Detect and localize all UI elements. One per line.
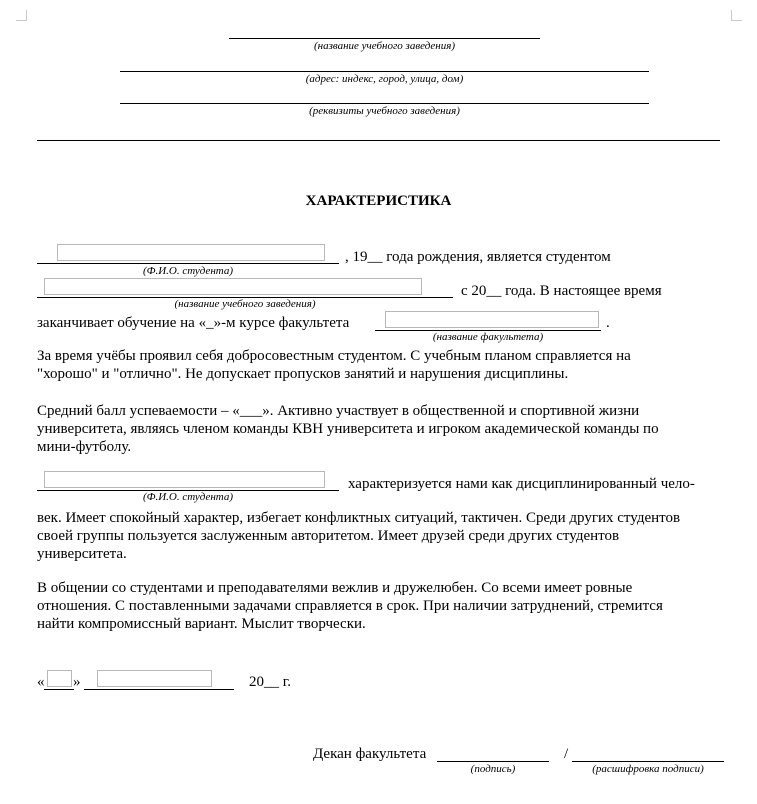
page-corner-mark-left — [16, 10, 27, 21]
paragraph-1-line: "хорошо" и "отлично". Не допускает пропусков занятий и нарушения дисциплины. — [37, 366, 569, 382]
header-caption-address: (адрес: индекс, город, улица, дом) — [305, 73, 464, 85]
paragraph-4-line: найти компромиссный вариант. Мыслит творчески. — [37, 616, 366, 632]
signature-underline — [437, 761, 549, 762]
institution-name-caption: (название учебного заведения) — [174, 298, 316, 310]
date-year: 20__ г. — [249, 674, 291, 690]
paragraph-1 — [37, 347, 717, 383]
signature-label: Декан факультета — [313, 746, 427, 762]
paragraph-3-line: университета. — [37, 546, 127, 562]
date-month-field[interactable] — [97, 670, 212, 687]
paragraph-1-line: За время учёбы проявил себя добросовестным студентом. С учебным планом справляется на — [37, 348, 631, 364]
paragraph-3 — [37, 509, 717, 563]
line3-period: . — [606, 315, 610, 331]
signature-slash: / — [564, 746, 569, 762]
paragraph-4-line: отношения. С поставленными задачами справляется в срок. При наличии затруднений, стремится — [37, 598, 663, 614]
signature-caption: (подпись) — [470, 763, 516, 775]
paragraph-2-line: университета, являясь членом команды КВН университета и игроком академической команды по — [37, 421, 659, 437]
faculty-name-caption: (название факультета) — [432, 331, 544, 343]
paragraph-4-line: В общении со студентами и преподавателями вежлив и дружелюбен. Со всеми имеет ровные — [37, 580, 633, 596]
line1-text: , 19__ года рождения, является студентом — [345, 249, 611, 265]
document-title: ХАРАКТЕРИСТИКА — [305, 193, 452, 209]
institution-name-field[interactable] — [44, 278, 422, 295]
paragraph-2 — [37, 402, 717, 456]
date-day-underline — [44, 689, 74, 690]
date-open-quote: « — [37, 674, 45, 690]
paragraph-2-line: Средний балл успеваемости – «___». Активно участвует в общественной и спортивной жизни — [37, 403, 640, 419]
line2-text: с 20__ года. В настоящее время — [461, 283, 662, 299]
signature-decode-underline — [572, 761, 724, 762]
line3-text: заканчивает обучение на «_»-м курсе факультета — [37, 315, 350, 331]
page-corner-mark-right — [731, 10, 742, 21]
header-line-3 — [120, 103, 649, 104]
date-close-quote: » — [73, 674, 81, 690]
student-name-caption: (Ф.И.О. студента) — [142, 265, 234, 277]
paragraph-4 — [37, 579, 717, 633]
date-month-underline — [84, 689, 234, 690]
paragraph-3-line: век. Имеет спокойный характер, избегает конфликтных ситуаций, тактичен. Среди других студентов — [37, 510, 681, 526]
header-line-1 — [229, 38, 540, 39]
header-line-2 — [120, 71, 649, 72]
header-caption-requisites: (реквизиты учебного заведения) — [309, 105, 460, 117]
line4-text: характеризуется нами как дисциплинированный чело- — [348, 476, 695, 492]
student-name-underline — [37, 263, 339, 264]
header-caption-institution: (название учебного заведения) — [313, 40, 456, 52]
student-name-caption-2: (Ф.И.О. студента) — [142, 491, 234, 503]
signature-decode-caption: (расшифровка подписи) — [592, 763, 704, 775]
student-name-field[interactable] — [57, 244, 325, 261]
faculty-name-field[interactable] — [385, 311, 599, 328]
paragraph-2-line: мини-футболу. — [37, 439, 132, 455]
student-name-field-2[interactable] — [44, 471, 325, 488]
paragraph-3-line: своей группы пользуется заслуженным авторитетом. Имеет друзей среди других студентов — [37, 528, 620, 544]
date-day-field[interactable] — [47, 670, 72, 687]
header-separator — [37, 140, 720, 141]
